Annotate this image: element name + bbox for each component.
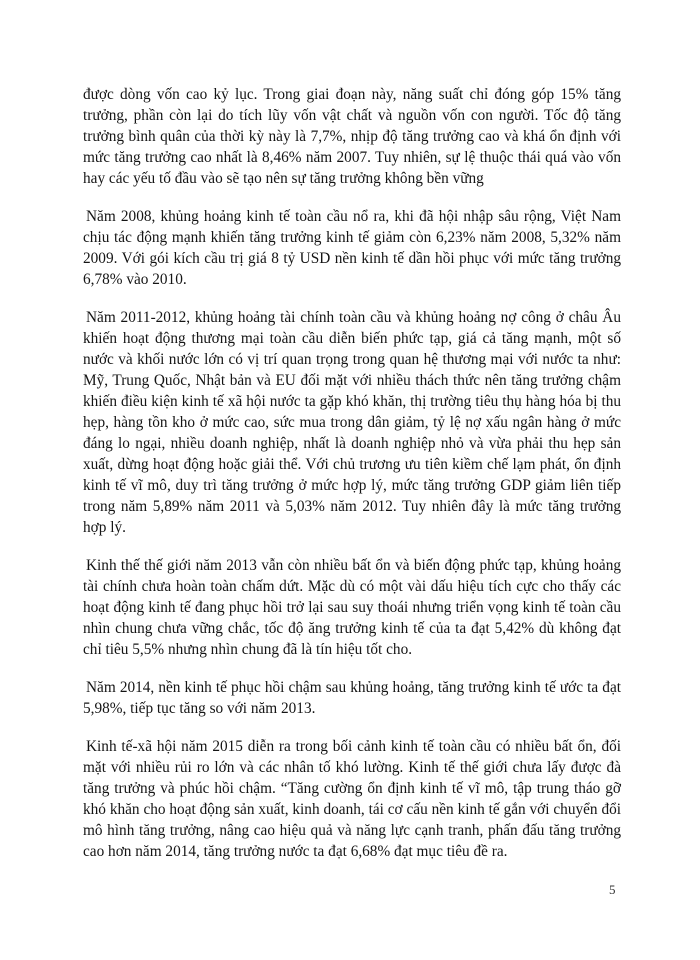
paragraph-3: Năm 2011-2012, khủng hoảng tài chính toàn cầu và khủng hoảng nợ công ở châu Âu khiến hoạt động thương mại toàn cầu diễn biến phức tạp, giá cả tăng mạnh, một số nước và khối nước lớn có vị trí quan trọng trong quan hệ thương mại với nước ta như: Mỹ, Trung Quốc, Nhật bản và EU đối mặt với nhiều thách thức nên tăng trưởng chậm khiến điều kiện kinh tế xã hội nước ta gặp khó khăn, thị trường tiêu thụ hàng hóa bị thu hẹp, hàng tồn kho ở mức cao, sức mua trong dân giảm, tỷ lệ nợ xấu ngân hàng ở mức đáng lo ngại, nhiều doanh nghiệp, nhất là doanh nghiệp nhỏ và vừa phải thu hẹp sản xuất, dừng hoạt động hoặc giải thể. Với chủ trương ưu tiên kiềm chế lạm phát, ổn định kinh tế vĩ mô, duy trì tăng trưởng ở mức hợp lý, mức tăng trưởng GDP giảm liên tiếp trong năm 5,89% năm 2011 và 5,03% năm 2012. Tuy nhiên đây là mức tăng trưởng hợp lý. xyxy=(83,309,621,536)
page-number: 5 xyxy=(609,882,616,897)
paragraph-4: Kinh thế thế giới năm 2013 vẫn còn nhiều bất ổn và biến động phức tạp, khủng hoảng tài chính chưa hoàn toàn chấm dứt. Mặc dù có một vài dấu hiệu tích cực cho thấy các hoạt động kinh tế đang phục hồi trở lại sau suy thoái nhưng triển vọng kinh tế toàn cầu nhìn chung chưa vững chắc, tốc độ ăng trưởng kinh tế của ta đạt 5,42% dù không đạt chỉ tiêu 5,5% nhưng nhìn chung đã là tín hiệu tốt cho. xyxy=(83,557,621,658)
paragraph-1: được dòng vốn cao kỷ lục. Trong giai đoạn này, năng suất chỉ đóng góp 15% tăng trưởng, phần còn lại do tích lũy vốn vật chất và nguồn vốn con người. Tốc độ tăng trưởng bình quân của thời kỳ này là 7,7%, nhịp độ tăng trưởng cao và khá ổn định với mức tăng trưởng cao nhất là 8,46% năm 2007. Tuy nhiên, sự lệ thuộc thái quá vào vốn hay các yếu tố đầu vào sẽ tạo nên sự tăng trưởng không bền vững xyxy=(83,86,621,187)
paragraph-5: Năm 2014, nền kinh tế phục hồi chậm sau khủng hoảng, tăng trưởng kinh tế ước ta đạt 5,98%, tiếp tục tăng so với năm 2013. xyxy=(83,679,621,717)
paragraph-6: Kinh tế-xã hội năm 2015 diễn ra trong bối cảnh kinh tế toàn cầu có nhiều bất ổn, đối mặt với nhiều rủi ro lớn và các nhân tố khó lường. Kinh tế thế giới chưa lấy được đà tăng trưởng và phúc hồi chậm. “Tăng cường ổn định kinh tế vĩ mô, tập trung tháo gỡ khó khăn cho hoạt động sản xuất, kinh doanh, tái cơ cấu nền kinh tế gắn với chuyển đổi mô hình tăng trưởng, nâng cao hiệu quả và năng lực cạnh tranh, phấn đấu tăng trưởng cao hơn năm 2014, tăng trưởng nước ta đạt 6,68% đạt mục tiêu đề ra. xyxy=(83,738,621,860)
paragraph-2: Năm 2008, khủng hoảng kinh tế toàn cầu nổ ra, khi đã hội nhập sâu rộng, Việt Nam chịu tác động mạnh khiến tăng trưởng kinh tế giảm còn 6,23% năm 2008, 5,32% năm 2009. Với gói kích cầu trị giá 8 tỷ USD nền kinh tế dần hồi phục với mức tăng trưởng 6,78% vào 2010. xyxy=(83,208,621,288)
page-body xyxy=(83,84,621,879)
